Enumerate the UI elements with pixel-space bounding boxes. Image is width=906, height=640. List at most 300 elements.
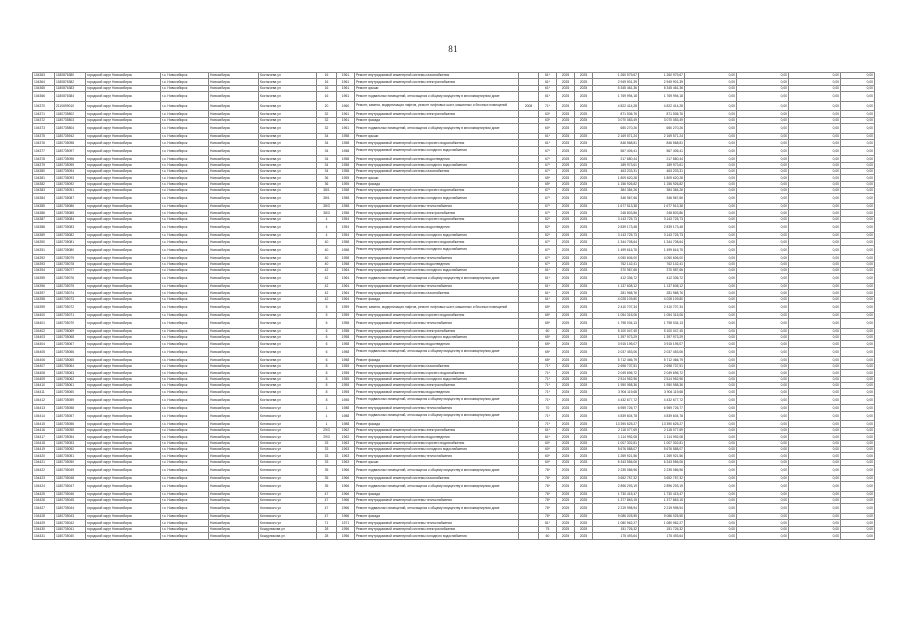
house-id: 1180735092 xyxy=(55,181,86,187)
work-type: Ремонт внутридомовой инженерной системы теплоснабжения xyxy=(355,498,519,504)
value-c: 0,00 xyxy=(789,341,841,347)
value-d: 0,00 xyxy=(841,475,875,481)
lift-year xyxy=(519,482,539,492)
house-id: 1180876384 xyxy=(55,92,86,102)
wear-percent: 60* xyxy=(539,453,557,459)
locality-name: Новосибирск xyxy=(209,223,259,233)
row-number: 104429 xyxy=(33,520,55,526)
street-name: Костычева ул xyxy=(259,357,317,363)
street-name: Кошурникова ул xyxy=(259,533,317,539)
year-to: 2025 xyxy=(575,466,593,476)
year-from: 2025 xyxy=(557,117,575,123)
district-name: городской округ Новосибирск xyxy=(86,181,161,187)
table-row xyxy=(33,466,875,476)
wear-percent: 65* xyxy=(539,347,557,357)
street-name: Костычева ул xyxy=(259,283,317,289)
locality-name: Новосибирск xyxy=(209,73,259,79)
year-to: 2025 xyxy=(575,175,593,181)
row-number: 104375 xyxy=(33,133,55,139)
value-a: 0,00 xyxy=(685,376,737,382)
lift-year xyxy=(519,245,539,255)
house-id: 1180735083 xyxy=(55,223,86,233)
wear-percent: 67* xyxy=(539,261,557,267)
year-to: 2025 xyxy=(575,239,593,245)
house-number: 42 xyxy=(317,290,337,296)
value-b: 0,00 xyxy=(737,421,789,427)
house-number: 35 xyxy=(317,475,337,481)
built-year: 1958 xyxy=(337,328,355,334)
district-name: городской округ Новосибирск xyxy=(86,267,161,273)
table-row xyxy=(33,411,875,421)
house-number: 5 xyxy=(317,303,337,313)
wear-percent: 65* xyxy=(539,335,557,341)
value-c: 0,00 xyxy=(789,216,841,222)
locality-name: Новосибирск xyxy=(209,395,259,405)
row-number: 104421 xyxy=(33,459,55,465)
table-row xyxy=(33,319,875,329)
row-number: 104390 xyxy=(33,239,55,245)
cost-total: 3 904 119,68 xyxy=(639,389,685,395)
built-year: 1959 xyxy=(337,303,355,313)
house-id: 1180735079 xyxy=(55,255,86,261)
house-id: 1180876380 xyxy=(55,73,86,79)
town-name: г.о. Новосибирск xyxy=(161,475,209,481)
street-name: Костычева ул xyxy=(259,232,317,238)
year-to: 2025 xyxy=(575,395,593,405)
house-id: 1180735069 xyxy=(55,328,86,334)
lift-year xyxy=(519,411,539,421)
value-b: 0,00 xyxy=(737,459,789,465)
value-d: 0,00 xyxy=(841,498,875,504)
cost-amount: 2 169 571,24 xyxy=(593,133,639,139)
value-b: 0,00 xyxy=(737,514,789,520)
value-d: 0,00 xyxy=(841,204,875,210)
year-to: 2025 xyxy=(575,389,593,395)
cost-total: 217 880,44 xyxy=(639,156,685,162)
wear-percent: 63* xyxy=(539,117,557,123)
work-type: Ремонт внутридомовой инженерной системы горячего водоснабжения xyxy=(355,370,519,376)
value-b: 0,00 xyxy=(737,255,789,261)
cost-amount: 189 973,61 xyxy=(593,162,639,168)
district-name: городской округ Новосибирск xyxy=(86,255,161,261)
cost-total: 281 968,76 xyxy=(639,290,685,296)
value-a: 0,00 xyxy=(685,117,737,123)
value-d: 0,00 xyxy=(841,459,875,465)
wear-percent: 61* xyxy=(539,283,557,289)
house-number: 16 xyxy=(317,92,337,102)
work-type: Ремонт внутридомовой инженерной системы водоотведения xyxy=(355,261,519,267)
house-id: 1180735041 xyxy=(55,526,86,532)
value-d: 0,00 xyxy=(841,267,875,273)
work-type: Ремонт фасада xyxy=(355,117,519,123)
cost-total: 6 343 556,06 xyxy=(639,459,685,465)
value-b: 0,00 xyxy=(737,440,789,446)
value-a: 0,00 xyxy=(685,133,737,139)
year-to: 2025 xyxy=(575,434,593,440)
locality-name: Новосибирск xyxy=(209,328,259,334)
house-id: 1180735044 xyxy=(55,504,86,514)
year-to: 2025 xyxy=(575,216,593,222)
work-type: Ремонт внутридомовой инженерной системы водоотведения xyxy=(355,341,519,347)
locality-name: Новосибирск xyxy=(209,79,259,85)
value-b: 0,00 xyxy=(737,156,789,162)
locality-name: Новосибирск xyxy=(209,421,259,427)
house-number: 38/1 xyxy=(317,194,337,204)
value-b: 0,00 xyxy=(737,296,789,302)
street-name: Костычева ул xyxy=(259,216,317,222)
work-type: Ремонт внутридомовой инженерной системы холодного водоснабжения xyxy=(355,194,519,204)
built-year: 1961 xyxy=(337,111,355,117)
house-id: 1180735055 xyxy=(55,427,86,433)
town-name: г.о. Новосибирск xyxy=(161,245,209,255)
locality-name: Новосибирск xyxy=(209,533,259,539)
year-to: 2025 xyxy=(575,411,593,421)
value-c: 0,00 xyxy=(789,328,841,334)
value-c: 0,00 xyxy=(789,261,841,267)
year-to: 2025 xyxy=(575,255,593,261)
work-type: Ремонт внутридомовой инженерной системы теплоснабжения xyxy=(355,520,519,526)
house-id: 1180735066 xyxy=(55,347,86,357)
value-b: 0,00 xyxy=(737,85,789,91)
built-year: 1955 xyxy=(337,376,355,382)
value-b: 0,00 xyxy=(737,204,789,210)
built-year: 1964 xyxy=(337,283,355,289)
lift-year xyxy=(519,223,539,233)
town-name: г.о. Новосибирск xyxy=(161,376,209,382)
town-name: г.о. Новосибирск xyxy=(161,341,209,347)
town-name: г.о. Новосибирск xyxy=(161,363,209,369)
street-name: Костычева ул xyxy=(259,341,317,347)
row-number: 104402 xyxy=(33,328,55,334)
value-a: 0,00 xyxy=(685,245,737,255)
house-id: 1180735097 xyxy=(55,146,86,156)
street-name: Костычева ул xyxy=(259,312,317,318)
work-type: Ремонт внутридомовой инженерной системы электроснабжения xyxy=(355,526,519,532)
house-number: 29/3 xyxy=(317,434,337,440)
year-from: 2025 xyxy=(557,440,575,446)
cost-amount: 1 397 973,29 xyxy=(593,335,639,341)
work-type: Ремонт внутридомовой инженерной системы горячего водоснабжения xyxy=(355,188,519,194)
street-name: Костычева ул xyxy=(259,162,317,168)
house-number: 38/3 xyxy=(317,210,337,216)
cost-amount: 762 142,41 xyxy=(593,261,639,267)
house-number: 1 xyxy=(317,411,337,421)
table-row xyxy=(33,395,875,405)
built-year: 1958 xyxy=(337,239,355,245)
value-d: 0,00 xyxy=(841,124,875,134)
locality-name: Новосибирск xyxy=(209,411,259,421)
district-name: городской округ Новосибирск xyxy=(86,328,161,334)
value-b: 0,00 xyxy=(737,526,789,532)
cost-total: 4 839 604,78 xyxy=(639,411,685,421)
cost-amount: 2 219 998,94 xyxy=(593,504,639,514)
year-from: 2025 xyxy=(557,347,575,357)
year-from: 2025 xyxy=(557,232,575,238)
year-from: 2025 xyxy=(557,466,575,476)
row-number: 104396 xyxy=(33,283,55,289)
value-d: 0,00 xyxy=(841,357,875,363)
locality-name: Новосибирск xyxy=(209,514,259,520)
year-from: 2025 xyxy=(557,92,575,102)
year-from: 2025 xyxy=(557,446,575,452)
value-c: 0,00 xyxy=(789,466,841,476)
built-year: 1958 xyxy=(337,204,355,210)
year-from: 2025 xyxy=(557,216,575,222)
town-name: г.о. Новосибирск xyxy=(161,156,209,162)
year-to: 2025 xyxy=(575,188,593,194)
value-c: 0,00 xyxy=(789,526,841,532)
town-name: г.о. Новосибирск xyxy=(161,117,209,123)
town-name: г.о. Новосибирск xyxy=(161,73,209,79)
value-b: 0,00 xyxy=(737,482,789,492)
town-name: г.о. Новосибирск xyxy=(161,223,209,233)
town-name: г.о. Новосибирск xyxy=(161,181,209,187)
value-d: 0,00 xyxy=(841,514,875,520)
district-name: городской округ Новосибирск xyxy=(86,168,161,174)
value-d: 0,00 xyxy=(841,303,875,313)
house-id: 1180735050 xyxy=(55,459,86,465)
locality-name: Новосибирск xyxy=(209,427,259,433)
house-number: 35 xyxy=(317,466,337,476)
value-a: 0,00 xyxy=(685,498,737,504)
year-to: 2025 xyxy=(575,335,593,341)
row-number: 104385 xyxy=(33,204,55,210)
street-name: Костычева ул xyxy=(259,370,317,376)
wear-percent: 67* xyxy=(539,255,557,261)
cost-total: 2 949 901,39 xyxy=(639,79,685,85)
town-name: г.о. Новосибирск xyxy=(161,168,209,174)
value-c: 0,00 xyxy=(789,194,841,204)
work-type: Ремонт фасада xyxy=(355,181,519,187)
house-number: 4 xyxy=(317,223,337,233)
street-name: Костычева ул xyxy=(259,395,317,405)
cost-amount: 1 950 958,36 xyxy=(593,383,639,389)
work-type: Ремонт подвальных помещений, относящихся к общему имуществу в многоквартирном доме xyxy=(355,274,519,284)
district-name: городской округ Новосибирск xyxy=(86,140,161,146)
house-number: 33 xyxy=(317,453,337,459)
year-to: 2025 xyxy=(575,245,593,255)
year-from: 2025 xyxy=(557,491,575,497)
value-a: 0,00 xyxy=(685,162,737,168)
house-number: 6 xyxy=(317,328,337,334)
value-a: 0,00 xyxy=(685,255,737,261)
house-number: 42 xyxy=(317,274,337,284)
year-to: 2025 xyxy=(575,427,593,433)
cost-amount: 13 390 625,27 xyxy=(593,421,639,427)
lift-year xyxy=(519,303,539,313)
row-number: 104370 xyxy=(33,101,55,111)
wear-percent: 82* xyxy=(539,223,557,233)
value-b: 0,00 xyxy=(737,267,789,273)
district-name: городской округ Новосибирск xyxy=(86,491,161,497)
value-d: 0,00 xyxy=(841,395,875,405)
locality-name: Новосибирск xyxy=(209,370,259,376)
cost-total: 2 839 173,48 xyxy=(639,223,685,233)
wear-percent: 76* xyxy=(539,498,557,504)
house-id: 1180735062 xyxy=(55,376,86,382)
row-number: 104413 xyxy=(33,405,55,411)
value-c: 0,00 xyxy=(789,210,841,216)
work-type: Ремонт крыши xyxy=(355,85,519,91)
town-name: г.о. Новосибирск xyxy=(161,434,209,440)
house-number: 38/3 xyxy=(317,204,337,210)
town-name: г.о. Новосибирск xyxy=(161,421,209,427)
row-number: 104427 xyxy=(33,504,55,514)
wear-percent: 60* xyxy=(539,446,557,452)
wear-percent: 60 xyxy=(539,328,557,334)
value-a: 0,00 xyxy=(685,146,737,156)
lift-year: 2008 xyxy=(519,101,539,111)
house-number: 40 xyxy=(317,255,337,261)
town-name: г.о. Новосибирск xyxy=(161,357,209,363)
value-c: 0,00 xyxy=(789,319,841,329)
cost-total: 384 384,26 xyxy=(639,188,685,194)
built-year: 1955 xyxy=(337,370,355,376)
wear-percent: 67* xyxy=(539,204,557,210)
value-b: 0,00 xyxy=(737,427,789,433)
built-year: 1955 xyxy=(337,389,355,395)
house-id: 1180735053 xyxy=(55,440,86,446)
locality-name: Новосибирск xyxy=(209,296,259,302)
value-a: 0,00 xyxy=(685,79,737,85)
house-id: 1180735074 xyxy=(55,290,86,296)
cost-total: 6 959 726,77 xyxy=(639,405,685,411)
work-type: Ремонт внутридомовой инженерной системы электроснабжения xyxy=(355,427,519,433)
district-name: городской округ Новосибирск xyxy=(86,482,161,492)
district-name: городской округ Новосибирск xyxy=(86,335,161,341)
wear-percent: 65* xyxy=(539,357,557,363)
house-number: 34 xyxy=(317,146,337,156)
built-year: 1961 xyxy=(337,73,355,79)
value-c: 0,00 xyxy=(789,453,841,459)
built-year: 1960 xyxy=(337,101,355,111)
cost-total: 1 730 415,47 xyxy=(639,491,685,497)
value-c: 0,00 xyxy=(789,383,841,389)
cost-amount: 6 959 726,77 xyxy=(593,405,639,411)
district-name: городской округ Новосибирск xyxy=(86,405,161,411)
value-c: 0,00 xyxy=(789,389,841,395)
value-c: 0,00 xyxy=(789,427,841,433)
house-number: 42 xyxy=(317,283,337,289)
value-b: 0,00 xyxy=(737,140,789,146)
cost-amount: 6 343 556,06 xyxy=(593,459,639,465)
street-name: Костычева ул xyxy=(259,188,317,194)
value-b: 0,00 xyxy=(737,92,789,102)
value-d: 0,00 xyxy=(841,188,875,194)
wear-percent: 61* xyxy=(539,274,557,284)
table-row xyxy=(33,223,875,233)
cost-amount: 1 377 863,15 xyxy=(593,498,639,504)
value-b: 0,00 xyxy=(737,261,789,267)
year-to: 2025 xyxy=(575,79,593,85)
town-name: г.о. Новосибирск xyxy=(161,146,209,156)
street-name: Котовского ул xyxy=(259,453,317,459)
wear-percent: 61* xyxy=(539,79,557,85)
house-number: 16 xyxy=(317,85,337,91)
house-id: 1180876382 xyxy=(55,79,86,85)
cost-amount: 4 432 677,72 xyxy=(593,395,639,405)
locality-name: Новосибирск xyxy=(209,303,259,313)
year-to: 2025 xyxy=(575,491,593,497)
wear-percent: 71* xyxy=(539,101,557,111)
locality-name: Новосибирск xyxy=(209,335,259,341)
row-number: 104388 xyxy=(33,223,55,233)
house-number: 8 xyxy=(317,370,337,376)
value-a: 0,00 xyxy=(685,312,737,318)
street-name: Котовского ул xyxy=(259,504,317,514)
wear-percent: 71* xyxy=(539,395,557,405)
table-row xyxy=(33,303,875,313)
district-name: городской округ Новосибирск xyxy=(86,421,161,427)
year-from: 2025 xyxy=(557,328,575,334)
locality-name: Новосибирск xyxy=(209,453,259,459)
district-name: городской округ Новосибирск xyxy=(86,383,161,389)
value-a: 0,00 xyxy=(685,453,737,459)
value-c: 0,00 xyxy=(789,498,841,504)
value-a: 0,00 xyxy=(685,434,737,440)
wear-percent: 61* xyxy=(539,92,557,102)
value-a: 0,00 xyxy=(685,181,737,187)
value-a: 0,00 xyxy=(685,194,737,204)
street-name: Костычева ул xyxy=(259,92,317,102)
lift-year xyxy=(519,274,539,284)
built-year: 1963 xyxy=(337,453,355,459)
row-number: 104363 xyxy=(33,73,55,79)
year-from: 2025 xyxy=(557,223,575,233)
cost-total: 3 070 083,49 xyxy=(639,117,685,123)
house-id: 1180735803 xyxy=(55,117,86,123)
house-number: 5 xyxy=(317,312,337,318)
value-b: 0,00 xyxy=(737,475,789,481)
house-id: 1180735052 xyxy=(55,446,86,452)
row-number: 104407 xyxy=(33,363,55,369)
cost-amount: 3 143 725,73 xyxy=(593,232,639,238)
street-name: Костычева ул xyxy=(259,210,317,216)
cost-amount: 1 156 926,82 xyxy=(593,181,639,187)
value-b: 0,00 xyxy=(737,446,789,452)
value-d: 0,00 xyxy=(841,370,875,376)
value-d: 0,00 xyxy=(841,133,875,139)
row-number: 104416 xyxy=(33,427,55,433)
row-number: 104424 xyxy=(33,482,55,492)
wear-percent: 67* xyxy=(539,146,557,156)
cost-amount: 846 568,81 xyxy=(593,140,639,146)
house-number: 20 xyxy=(317,101,337,111)
street-name: Костычева ул xyxy=(259,290,317,296)
row-number: 104408 xyxy=(33,370,55,376)
built-year: 1962 xyxy=(337,434,355,440)
work-type: Ремонт фасада xyxy=(355,296,519,302)
value-c: 0,00 xyxy=(789,92,841,102)
value-c: 0,00 xyxy=(789,347,841,357)
house-number: 47 xyxy=(317,491,337,497)
town-name: г.о. Новосибирск xyxy=(161,140,209,146)
built-year: 1956 xyxy=(337,526,355,532)
year-from: 2025 xyxy=(557,434,575,440)
year-from: 2025 xyxy=(557,482,575,492)
value-d: 0,00 xyxy=(841,376,875,382)
cost-amount: 5 712 466,79 xyxy=(593,357,639,363)
cost-amount: 412 336,72 xyxy=(593,274,639,284)
house-id: 1180735084 xyxy=(55,216,86,222)
cost-amount: 1 054 315,06 xyxy=(593,312,639,318)
value-d: 0,00 xyxy=(841,232,875,238)
street-name: Костычева ул xyxy=(259,223,317,233)
table-row xyxy=(33,92,875,102)
table-row xyxy=(33,124,875,134)
town-name: г.о. Новосибирск xyxy=(161,133,209,139)
row-number: 104403 xyxy=(33,335,55,341)
